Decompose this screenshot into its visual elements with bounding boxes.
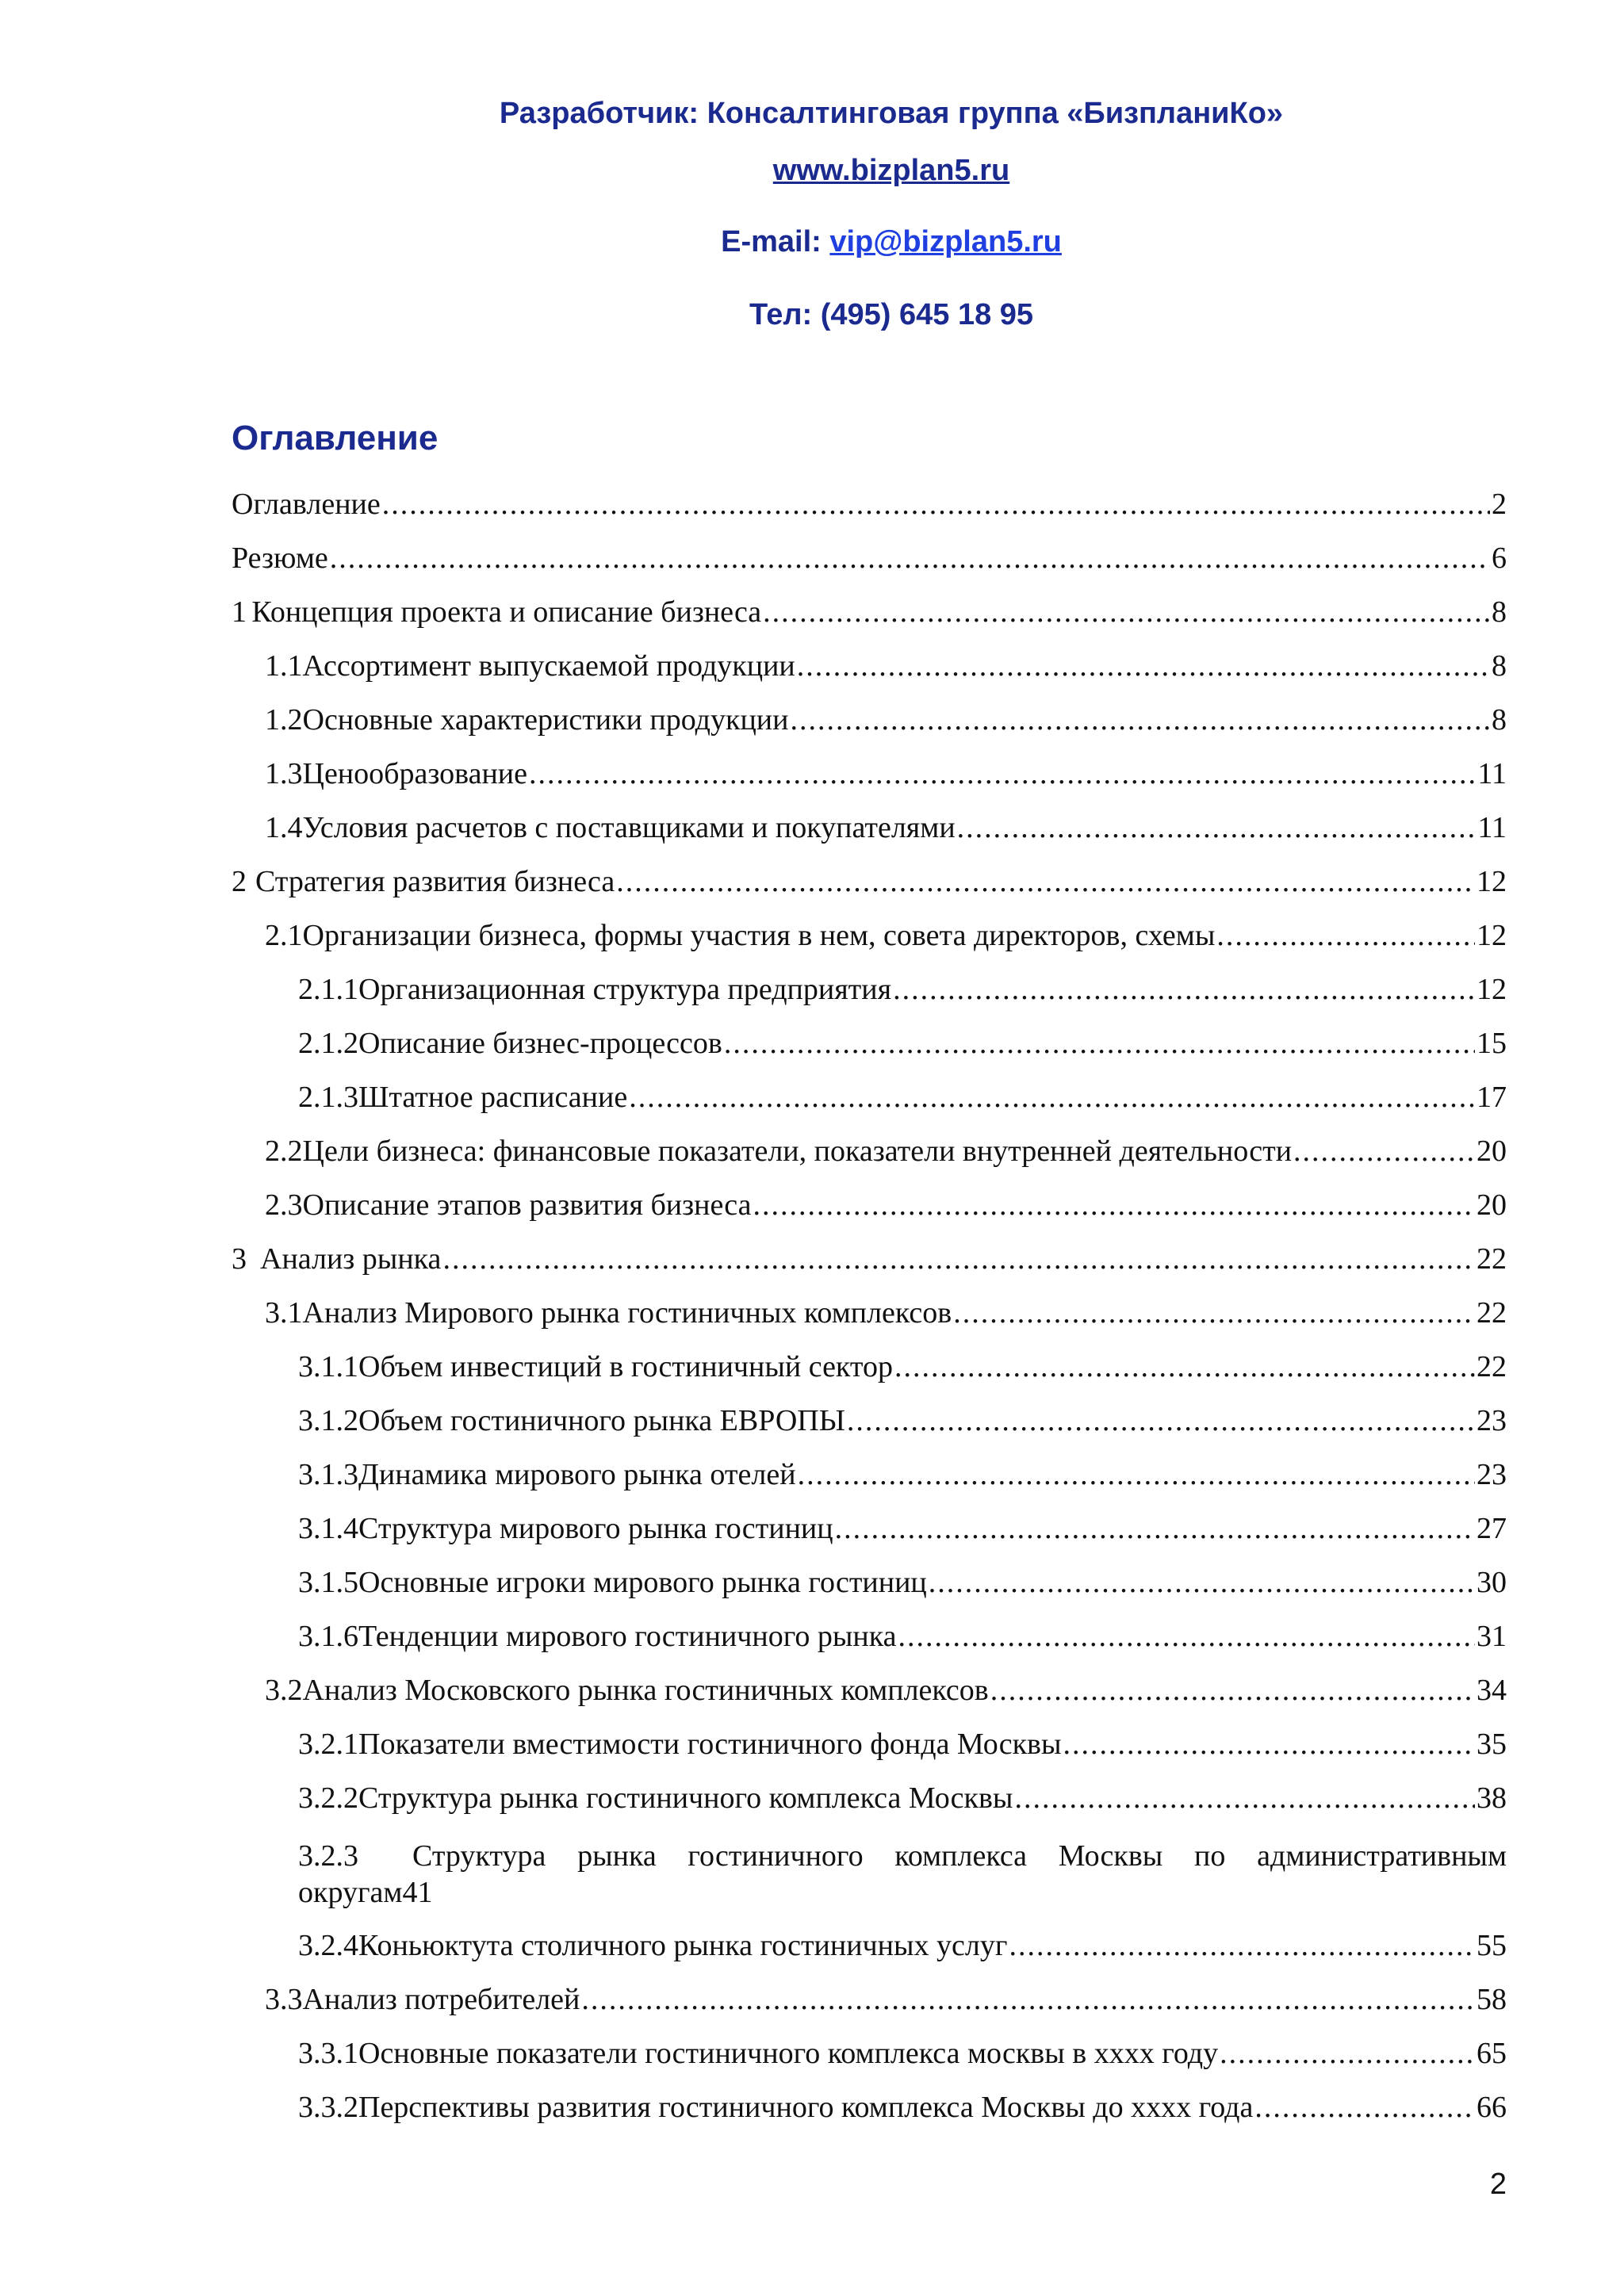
toc-leader	[957, 810, 1477, 845]
toc-entry[interactable]	[298, 972, 1507, 1012]
toc-entry-text: Условия расчетов с поставщиками и покупателями	[302, 811, 956, 844]
toc-entry-page: 17	[1477, 1081, 1507, 1114]
toc-entry-number: 3.3.2	[298, 2091, 358, 2124]
toc-leader	[581, 1982, 1475, 2017]
email-line	[0, 225, 1624, 259]
toc-leader	[330, 541, 1490, 576]
toc-entry[interactable]	[298, 1511, 1507, 1551]
toc-entry[interactable]	[232, 1242, 1507, 1281]
toc-entry-page: 23	[1477, 1458, 1507, 1491]
toc-entry-page: 22	[1477, 1296, 1507, 1330]
toc-entry-number: 1	[232, 595, 247, 629]
toc-entry-number: 1.4	[265, 811, 303, 844]
toc-entry-page: 12	[1477, 919, 1507, 952]
toc-leader	[798, 1457, 1475, 1492]
toc-entry-number: 3.1.1	[298, 1350, 358, 1383]
toc-entry-number: 3.3	[265, 1983, 303, 2016]
toc-leader	[790, 702, 1490, 737]
toc-leader	[929, 1565, 1475, 1600]
toc-entry-text: Показатели вместимости гостиничного фонда Москвы	[358, 1728, 1062, 1761]
toc-entry-text-continued: округам41	[298, 1876, 433, 1909]
toc-entry-text: Резюме	[232, 541, 328, 575]
toc-entry-number: 3.2	[265, 1674, 303, 1707]
toc-leader	[953, 1295, 1475, 1330]
toc-entry-page: 11	[1477, 757, 1507, 790]
toc-leader	[1216, 918, 1475, 953]
toc-entry-page: 12	[1477, 865, 1507, 898]
email-link[interactable]: vip@bizplan5.ru	[829, 225, 1062, 258]
toc-entry-page: 20	[1477, 1135, 1507, 1168]
toc-leader	[1220, 2036, 1475, 2071]
toc-leader	[893, 972, 1475, 1007]
toc-entry-text: Оглавление	[232, 488, 381, 521]
toc-entry-page: 30	[1477, 1566, 1507, 1599]
toc-entry-page: 11	[1477, 811, 1507, 844]
toc-leader	[835, 1511, 1475, 1546]
toc-entry-text: Основные характеристики продукции	[302, 703, 789, 737]
toc-leader	[990, 1673, 1475, 1708]
toc-entry-text: Ассортимент выпускаемой продукции	[302, 649, 795, 683]
toc-entry-page: 2	[1492, 488, 1507, 521]
toc-entry-page: 23	[1477, 1404, 1507, 1437]
toc-entry-page: 8	[1492, 703, 1507, 737]
toc-entry-number: 2	[232, 865, 247, 898]
toc-entry-number: 3.2.2	[298, 1781, 358, 1815]
toc-entry-number: 2.3	[265, 1188, 303, 1222]
toc-entry-page: 8	[1492, 649, 1507, 683]
page-number: 2	[1489, 2168, 1507, 2201]
toc-entry-text: Описание этапов развития бизнеса	[302, 1188, 752, 1222]
toc-entry[interactable]	[265, 649, 1507, 688]
toc-entry-page: 6	[1492, 541, 1507, 575]
toc-entry[interactable]	[298, 1403, 1507, 1443]
toc-entry[interactable]	[232, 595, 1507, 634]
toc-entry-number: 2.1.3	[298, 1081, 358, 1114]
toc-leader	[442, 1242, 1475, 1276]
toc-leader	[1014, 1781, 1475, 1816]
toc-entry-text: Анализ рынка	[260, 1242, 442, 1276]
toc-entry-text: Перспективы развития гостиничного комплекса Москвы до хххх года	[358, 2091, 1254, 2124]
toc-entry-text: Анализ Московского рынка гостиничных комплексов	[302, 1674, 989, 1707]
phone-line: Тел: (495) 645 18 95	[749, 298, 1034, 331]
toc-entry-text: Организационная структура предприятия	[358, 973, 892, 1006]
toc-entry[interactable]	[265, 702, 1507, 742]
toc-entry-page: 15	[1477, 1027, 1507, 1060]
toc-entry-text: Объем гостиничного рынка ЕВРОПЫ	[358, 1404, 845, 1437]
toc-entry-number: 1.3	[265, 757, 303, 790]
toc-entry[interactable]	[232, 541, 1507, 580]
toc-entry-page: 55	[1477, 1929, 1507, 1962]
toc-entry-number: 3.1.6	[298, 1620, 358, 1653]
toc-entry-page: 66	[1477, 2091, 1507, 2124]
toc-entry-number: 3.3.1	[298, 2037, 358, 2070]
toc-entry-number: 2.2	[265, 1135, 303, 1168]
toc-entry-text: Структура рынка гостиничного комплекса Москвы по административным	[412, 1839, 1507, 1873]
toc-leader	[753, 1188, 1475, 1223]
toc-title: Оглавление	[232, 419, 439, 457]
toc-entry[interactable]	[298, 2090, 1507, 2130]
toc-entry-text: Стратегия развития бизнеса	[255, 865, 615, 898]
toc-entry-text: Объем инвестиций в гостиничный сектор	[358, 1350, 893, 1383]
toc-entry[interactable]	[232, 487, 1507, 526]
toc-leader	[797, 649, 1490, 683]
toc-entry[interactable]	[265, 810, 1507, 850]
toc-entry-text: Концепция проекта и описание бизнеса	[251, 595, 762, 629]
toc-entry-number: 1.1	[265, 649, 303, 683]
toc-leader	[847, 1403, 1475, 1438]
toc-entry-text: Ценообразование	[302, 757, 527, 790]
toc-entry-page: 12	[1477, 973, 1507, 1006]
toc-entry-number: 2.1.2	[298, 1027, 358, 1060]
toc-entry-page: 35	[1477, 1728, 1507, 1761]
toc-entry[interactable]	[265, 1134, 1507, 1173]
toc-entry[interactable]	[265, 1982, 1507, 2022]
toc-entry-page: 27	[1477, 1512, 1507, 1545]
toc-entry-number: 3.2.4	[298, 1929, 358, 1962]
toc-entry-page: 22	[1477, 1350, 1507, 1383]
toc-entry[interactable]	[298, 1080, 1507, 1119]
toc-entry-number: 3.1.4	[298, 1512, 358, 1545]
toc-entry[interactable]	[298, 1928, 1507, 1968]
toc-leader	[763, 595, 1490, 629]
toc-entry-text: Тенденции мирового гостиничного рынка	[358, 1620, 897, 1653]
developer-line: Разработчик: Консалтинговая группа «БизпланиКо»	[499, 97, 1284, 130]
toc-entry-text: Динамика мирового рынка отелей	[358, 1458, 796, 1491]
toc-entry-text: Структура мирового рынка гостиниц	[358, 1512, 833, 1545]
toc-entry-number: 3.2.1	[298, 1728, 358, 1761]
email-label: E-mail:	[721, 225, 822, 258]
toc-entry[interactable]	[265, 1188, 1507, 1227]
toc-entry[interactable]	[298, 2036, 1507, 2076]
toc-leader	[894, 1349, 1475, 1384]
toc-entry-number: 3.1.2	[298, 1404, 358, 1437]
toc-entry[interactable]	[298, 1349, 1507, 1389]
toc-entry-text: Коньюктута столичного рынка гостиничных услуг	[358, 1929, 1008, 1962]
toc-entry[interactable]	[265, 918, 1507, 958]
toc-entry-page: 58	[1477, 1983, 1507, 2016]
website-link[interactable]: www.bizplan5.ru	[772, 154, 1010, 187]
toc-entry-number: 3.1.3	[298, 1458, 358, 1491]
toc-entry[interactable]	[298, 1026, 1507, 1066]
toc-leader	[724, 1026, 1475, 1061]
toc-entry[interactable]	[298, 1565, 1507, 1605]
toc-entry-page: 38	[1477, 1781, 1507, 1815]
toc-entry-page: 65	[1477, 2037, 1507, 2070]
toc-leader	[1063, 1727, 1475, 1762]
toc-entry[interactable]	[298, 1781, 1507, 1820]
toc-entry-number: 2.1	[265, 919, 303, 952]
toc-entry-text: Организации бизнеса, формы участия в нем, совета директоров, схемы	[302, 919, 1216, 952]
toc-entry-page: 31	[1477, 1620, 1507, 1653]
toc-leader	[529, 756, 1476, 791]
toc-entry-page: 20	[1477, 1188, 1507, 1222]
toc-leader	[629, 1080, 1475, 1115]
toc-entry[interactable]	[298, 1457, 1507, 1497]
toc-entry-number: 3	[232, 1242, 247, 1276]
toc-entry-text: Структура рынка гостиничного комплекса Москвы	[358, 1781, 1013, 1815]
toc-entry-number: 3.2.3	[298, 1839, 358, 1873]
toc-entry-page: 8	[1492, 595, 1507, 629]
toc-entry[interactable]	[265, 1673, 1507, 1712]
toc-entry-text: Описание бизнес-процессов	[358, 1027, 722, 1060]
toc-entry-page: 22	[1477, 1242, 1507, 1276]
toc-leader	[1009, 1928, 1475, 1963]
toc-entry-text: Анализ потребителей	[302, 1983, 580, 2016]
toc-entry-number: 3.1.5	[298, 1566, 358, 1599]
toc-entry-text: Штатное расписание	[358, 1081, 628, 1114]
toc-entry[interactable]	[298, 1619, 1507, 1659]
toc-leader	[898, 1619, 1476, 1654]
toc-entry-text: Основные игроки мирового рынка гостиниц	[358, 1566, 927, 1599]
toc-entry[interactable]	[265, 756, 1507, 796]
toc-entry[interactable]	[232, 864, 1507, 904]
toc-entry-text: Основные показатели гостиничного комплекса москвы в хххх году	[358, 2037, 1219, 2070]
toc-leader	[1293, 1134, 1475, 1169]
toc-entry[interactable]	[298, 1838, 1507, 1911]
toc-entry-number: 1.2	[265, 703, 303, 737]
toc-leader	[616, 864, 1475, 899]
toc-entry[interactable]	[298, 1727, 1507, 1766]
toc-leader	[382, 487, 1490, 522]
toc-entry-number: 3.1	[265, 1296, 303, 1330]
toc-leader	[1254, 2090, 1475, 2125]
toc-entry-text: Цели бизнеса: финансовые показатели, показатели внутренней деятельности	[302, 1135, 1293, 1168]
toc-entry[interactable]	[265, 1295, 1507, 1335]
toc-entry-number: 2.1.1	[298, 973, 358, 1006]
toc-entry-text: Анализ Мирового рынка гостиничных комплексов	[302, 1296, 952, 1330]
toc-entry-page: 34	[1477, 1674, 1507, 1707]
